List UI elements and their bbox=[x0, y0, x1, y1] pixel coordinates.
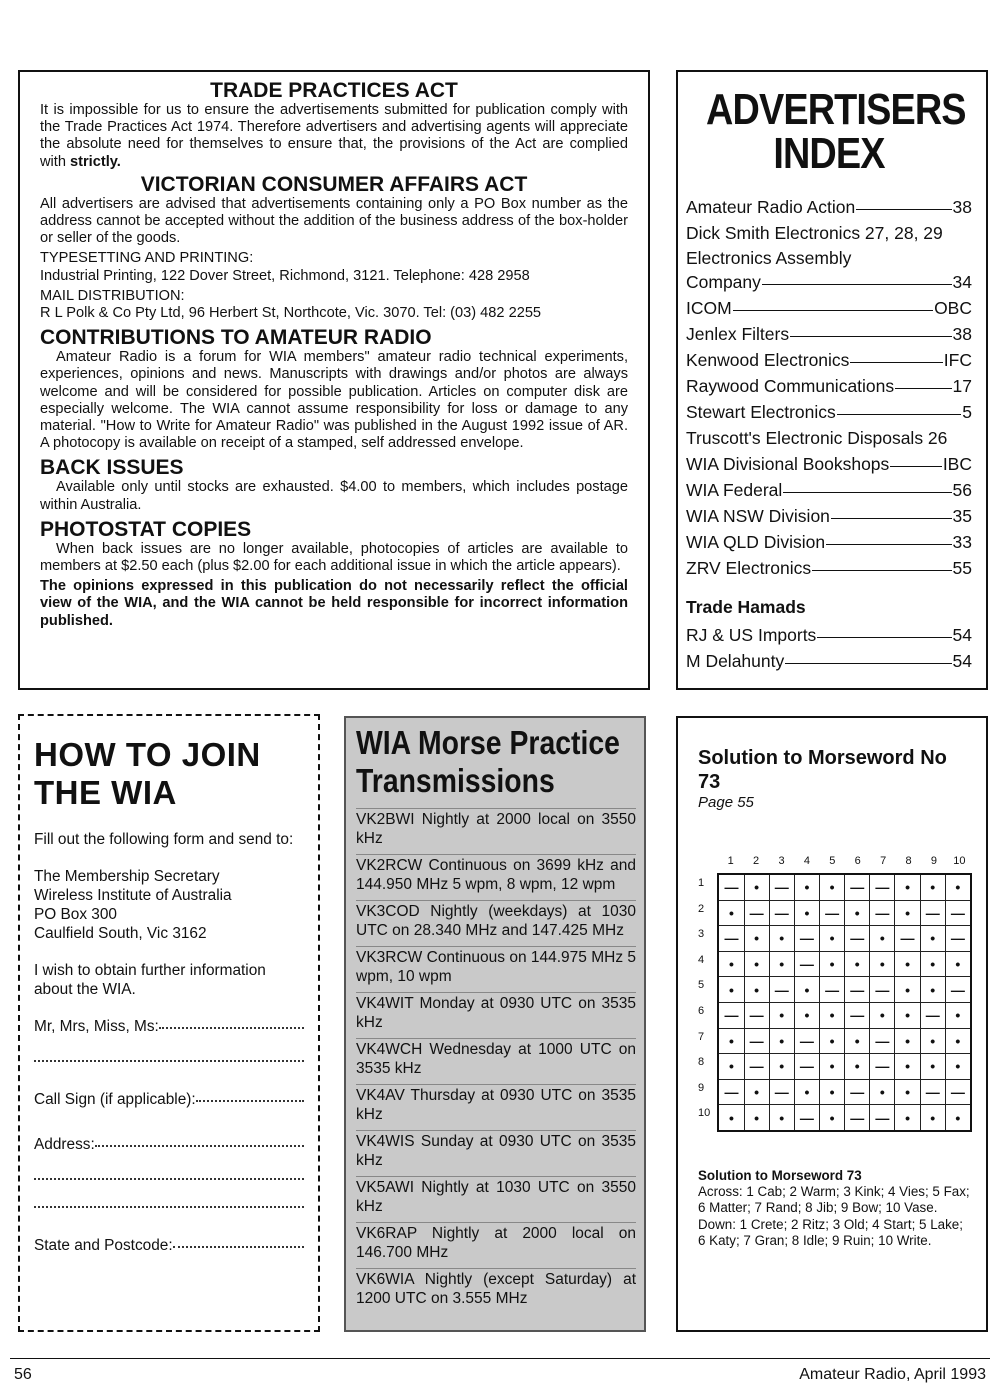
advertiser-page: 33 bbox=[952, 532, 972, 552]
state-postcode-line[interactable] bbox=[173, 1246, 304, 1248]
grid-cell: — bbox=[945, 1079, 971, 1105]
grid-row-numbers bbox=[698, 873, 717, 1132]
advertiser-entry bbox=[686, 347, 972, 373]
grid-cell: — bbox=[744, 1028, 769, 1054]
grid-cell: — bbox=[794, 1054, 819, 1080]
grid-column-number: 6 bbox=[854, 855, 861, 867]
blank-line[interactable] bbox=[34, 1206, 304, 1208]
membership-address bbox=[34, 867, 304, 943]
grid-cell: • bbox=[845, 1028, 870, 1054]
leader-line bbox=[826, 544, 951, 545]
join-intro: Fill out the following form and send to: bbox=[34, 831, 294, 848]
advertiser-entry bbox=[686, 477, 972, 503]
grid-cell: • bbox=[819, 926, 844, 952]
blank-line[interactable] bbox=[34, 1178, 304, 1180]
advertiser-name: Stewart Electronics bbox=[686, 402, 836, 422]
grid-cell: • bbox=[870, 951, 895, 977]
morse-station-entry: VK2RCW Continuous on 3699 kHz and 144.950 MHz 5 wpm, 8 wpm, 12 wpm bbox=[356, 854, 636, 900]
contributions-heading: CONTRIBUTIONS TO AMATEUR RADIO bbox=[40, 326, 432, 350]
advertisers-index-box bbox=[676, 70, 988, 690]
address-line-blank[interactable] bbox=[95, 1145, 304, 1147]
leader-line bbox=[850, 362, 942, 363]
grid-cell: • bbox=[920, 1028, 945, 1054]
morse-practice-title: WIA Morse Practice Transmissions bbox=[356, 724, 620, 799]
grid-cell: — bbox=[845, 1002, 870, 1028]
advertiser-entry bbox=[686, 399, 972, 425]
grid-row bbox=[718, 874, 971, 900]
grid-cell: • bbox=[819, 1054, 844, 1080]
grid-cell: • bbox=[895, 874, 920, 900]
grid-cell: • bbox=[769, 1002, 794, 1028]
advertiser-entry bbox=[686, 529, 972, 555]
advertiser-entry bbox=[686, 648, 972, 674]
state-postcode-field[interactable] bbox=[34, 1236, 304, 1255]
answers-heading: Solution to Morseword 73 bbox=[698, 1167, 862, 1183]
grid-cell: • bbox=[794, 1079, 819, 1105]
consumer-affairs-text: All advertisers are advised that advertisements containing only a PO Box number as the address cannot be accepted without the addition of the business address of the box-holder or seller of the goods. bbox=[40, 195, 628, 247]
grid-cell: • bbox=[744, 926, 769, 952]
morse-station-entry: VK5AWI Nightly at 1030 UTC on 3550 kHz bbox=[356, 1176, 636, 1222]
grid-cell: • bbox=[819, 1079, 844, 1105]
call-sign-line[interactable] bbox=[196, 1100, 304, 1102]
grid-cell: — bbox=[819, 977, 844, 1003]
grid-row bbox=[718, 900, 971, 926]
grid-cell: • bbox=[945, 874, 971, 900]
grid-column-number: 1 bbox=[727, 855, 734, 867]
answers-down: Down: 1 Crete; 2 Ritz; 3 Old; 4 Start; 5 Lake; 6 Katy; 7 Gran; 8 Idle; 9 Ruin; 10 Write. bbox=[698, 1216, 963, 1248]
grid-cell: • bbox=[744, 977, 769, 1003]
grid-column-numbers bbox=[718, 855, 972, 873]
photostat-heading: PHOTOSTAT COPIES bbox=[40, 517, 252, 541]
morse-station-entry: VK6RAP Nightly at 2000 local on 146.700 MHz bbox=[356, 1222, 636, 1268]
address-line: The Membership Secretary bbox=[34, 868, 220, 885]
grid-cell: — bbox=[870, 1054, 895, 1080]
name-continuation-field[interactable] bbox=[34, 1062, 304, 1064]
morse-practice-list bbox=[356, 808, 636, 1314]
advertiser-page: 56 bbox=[952, 480, 972, 500]
grid-cell: • bbox=[895, 951, 920, 977]
grid-cell: — bbox=[845, 926, 870, 952]
grid-cell: • bbox=[895, 900, 920, 926]
leader-line bbox=[831, 518, 952, 519]
morseword-answers bbox=[698, 1168, 972, 1249]
advertiser-entry bbox=[686, 321, 972, 347]
grid-row-number: 9 bbox=[698, 1081, 705, 1094]
grid-cell: • bbox=[718, 977, 744, 1003]
advertiser-name: ZRV Electronics bbox=[686, 558, 812, 578]
grid-cell: — bbox=[845, 1079, 870, 1105]
morseword-grid bbox=[717, 873, 972, 1132]
advertiser-entry bbox=[686, 555, 972, 581]
trade-practices-body: It is impossible for us to ensure the advertisements submitted for publication comply with the Trade Practices Act 1974. Therefore advertisers and advertising agents will appreciate the absolute need for themselves to ensure that, the provisions of the Act are complied with bbox=[40, 102, 628, 170]
typesetting-label: TYPESETTING AND PRINTING: bbox=[40, 250, 254, 267]
grid-cell: • bbox=[945, 1054, 971, 1080]
advertiser-page: IFC bbox=[943, 350, 972, 370]
grid-cell: • bbox=[718, 1054, 744, 1080]
address-line: Caulfield South, Vic 3162 bbox=[34, 925, 207, 942]
morse-practice-box bbox=[344, 716, 646, 1332]
grid-cell: • bbox=[920, 977, 945, 1003]
notices-box bbox=[18, 70, 650, 690]
address-continuation-field[interactable] bbox=[34, 1208, 304, 1210]
morse-station-entry: VK4AV Thursday at 0930 UTC on 3535 kHz bbox=[356, 1084, 636, 1130]
advertiser-entry bbox=[686, 269, 972, 295]
grid-column-number: 9 bbox=[930, 855, 938, 867]
advertiser-page: 38 bbox=[952, 197, 972, 217]
morse-station-entry: VK3COD Nightly (weekdays) at 1030 UTC on 28.340 MHz and 147.425 MHz bbox=[356, 900, 636, 946]
grid-cell: • bbox=[920, 1105, 945, 1131]
grid-cell: — bbox=[819, 900, 844, 926]
advertiser-entry bbox=[686, 503, 972, 529]
grid-row bbox=[718, 977, 971, 1003]
grid-cell: • bbox=[744, 951, 769, 977]
grid-cell: • bbox=[920, 1054, 945, 1080]
advertisers-list bbox=[686, 194, 972, 581]
join-info: I wish to obtain further information about the WIA. bbox=[34, 962, 266, 998]
grid-cell: • bbox=[769, 926, 794, 952]
advertiser-entry bbox=[686, 451, 972, 477]
grid-column-number: 8 bbox=[905, 855, 912, 867]
advertiser-name: Kenwood Electronics bbox=[686, 350, 850, 370]
morse-station-entry: VK2BWI Nightly at 2000 local on 3550 kHz bbox=[356, 808, 636, 854]
grid-row-number: 4 bbox=[698, 953, 705, 966]
grid-row bbox=[718, 1079, 971, 1105]
grid-cell: • bbox=[769, 1028, 794, 1054]
grid-cell: • bbox=[845, 951, 870, 977]
grid-cell: — bbox=[945, 900, 971, 926]
grid-cell: • bbox=[845, 1054, 870, 1080]
grid-cell: — bbox=[920, 900, 945, 926]
advertiser-page: 54 bbox=[952, 651, 972, 671]
advertiser-entry bbox=[686, 248, 972, 269]
grid-cell: • bbox=[718, 1028, 744, 1054]
grid-cell: • bbox=[794, 874, 819, 900]
grid-cell: — bbox=[744, 900, 769, 926]
page-number: 56 bbox=[14, 1366, 32, 1383]
grid-row bbox=[718, 926, 971, 952]
grid-cell: • bbox=[794, 1002, 819, 1028]
morse-station-entry: VK6WIA Nightly (except Saturday) at 1200 UTC on 3.555 MHz bbox=[356, 1268, 636, 1314]
state-postcode-label: State and Postcode: bbox=[34, 1237, 173, 1254]
consumer-affairs-heading: VICTORIAN CONSUMER AFFAIRS ACT bbox=[140, 172, 528, 196]
morse-station-entry: VK3RCW Continuous on 144.975 MHz 5 wpm, 10 wpm bbox=[356, 946, 636, 992]
morse-station-entry: VK4WCH Wednesday at 1000 UTC on 3535 kHz bbox=[356, 1038, 636, 1084]
grid-cell: • bbox=[920, 926, 945, 952]
advertiser-entry bbox=[686, 425, 972, 451]
grid-row bbox=[718, 951, 971, 977]
name-field-label: Mr, Mrs, Miss, Ms: bbox=[34, 1018, 159, 1035]
grid-column-number: 2 bbox=[753, 855, 760, 867]
grid-cell: • bbox=[769, 951, 794, 977]
grid-column-number: 4 bbox=[803, 855, 810, 867]
how-to-join-title: HOW TO JOIN THE WIA bbox=[34, 736, 261, 811]
call-sign-field[interactable] bbox=[34, 1090, 304, 1109]
advertiser-name: Raywood Communications bbox=[686, 376, 895, 396]
leader-line bbox=[790, 336, 951, 337]
typesetting-text: Industrial Printing, 122 Dover Street, Richmond, 3121. Telephone: 428 2958 bbox=[40, 267, 530, 284]
grid-row bbox=[718, 1002, 971, 1028]
grid-cell: • bbox=[920, 951, 945, 977]
advertiser-name: Truscott's Electronic Disposals 26 bbox=[686, 428, 948, 448]
grid-row bbox=[718, 1028, 971, 1054]
grid-cell: • bbox=[945, 1105, 971, 1131]
grid-cell: • bbox=[819, 874, 844, 900]
morseword-page-ref: Page 55 bbox=[698, 794, 754, 811]
advertiser-name: WIA Divisional Bookshops bbox=[686, 454, 890, 474]
grid-row-number: 1 bbox=[698, 877, 705, 889]
grid-cell: • bbox=[744, 874, 769, 900]
advertiser-page: OBC bbox=[934, 298, 972, 318]
advertiser-name: ICOM bbox=[686, 298, 732, 318]
trade-hamads-heading: Trade Hamads bbox=[686, 597, 806, 617]
hamads-list bbox=[686, 622, 972, 674]
grid-cell: — bbox=[794, 1028, 819, 1054]
advertiser-name: Amateur Radio Action bbox=[686, 197, 856, 217]
grid-cell: — bbox=[769, 1079, 794, 1105]
morseword-solution-title: Solution to Morseword No 73 bbox=[698, 747, 947, 793]
morse-station-entry: VK4WIS Sunday at 0930 UTC on 3535 kHz bbox=[356, 1130, 636, 1176]
advertiser-page: 17 bbox=[952, 376, 972, 396]
mail-text: R L Polk & Co Pty Ltd, 96 Herbert St, Northcote, Vic. 3070. Tel: (03) 482 2255 bbox=[40, 305, 542, 322]
advertiser-entry bbox=[686, 373, 972, 399]
disclaimer-text: The opinions expressed in this publication do not necessarily reflect the official view of the WIA, and the WIA cannot be held responsible for incorrect information published. bbox=[40, 578, 628, 629]
grid-cell: — bbox=[895, 926, 920, 952]
advertiser-name: Electronics Assembly bbox=[686, 248, 852, 268]
grid-cell: • bbox=[769, 1105, 794, 1131]
morse-station-entry: VK4WIT Monday at 0930 UTC on 3535 kHz bbox=[356, 992, 636, 1038]
grid-row-number: 5 bbox=[698, 979, 705, 992]
grid-cell: — bbox=[920, 1079, 945, 1105]
call-sign-label: Call Sign (if applicable): bbox=[34, 1091, 196, 1108]
advertiser-name: Dick Smith Electronics 27, 28, 29 bbox=[686, 223, 943, 243]
grid-cell: — bbox=[794, 951, 819, 977]
grid-cell: — bbox=[744, 1002, 769, 1028]
grid-cell: — bbox=[718, 1079, 744, 1105]
address-line: PO Box 300 bbox=[34, 906, 117, 923]
grid-cell: • bbox=[895, 977, 920, 1003]
leader-line bbox=[762, 284, 952, 285]
advertiser-name: Company bbox=[686, 272, 761, 292]
grid-row-number: 10 bbox=[698, 1107, 711, 1120]
advertiser-name: RJ & US Imports bbox=[686, 625, 817, 645]
grid-cell: — bbox=[870, 874, 895, 900]
grid-cell: • bbox=[819, 1002, 844, 1028]
grid-row-number: 8 bbox=[698, 1056, 705, 1069]
morseword-grid-area bbox=[698, 855, 972, 1132]
grid-cell: • bbox=[895, 1105, 920, 1131]
morseword-solution-box bbox=[676, 716, 988, 1332]
leader-line bbox=[785, 663, 951, 664]
address-field[interactable] bbox=[34, 1135, 304, 1154]
grid-column-number: 7 bbox=[880, 855, 887, 867]
grid-cell: • bbox=[870, 1079, 895, 1105]
leader-line bbox=[895, 388, 951, 389]
grid-cell: • bbox=[794, 900, 819, 926]
answers-across: Across: 1 Cab; 2 Warm; 3 Kink; 4 Vies; 5 Fax; 6 Matter; 7 Rand; 8 Jib; 9 Bow; 10 Vase. bbox=[698, 1184, 970, 1216]
grid-column-number: 5 bbox=[829, 855, 836, 867]
advertiser-name: WIA Federal bbox=[686, 480, 783, 500]
advertiser-page: IBC bbox=[942, 454, 972, 474]
grid-cell: • bbox=[945, 1028, 971, 1054]
grid-cell: • bbox=[945, 951, 971, 977]
grid-cell: • bbox=[744, 1079, 769, 1105]
advertiser-name: M Delahunty bbox=[686, 651, 785, 671]
grid-cell: — bbox=[718, 926, 744, 952]
leader-line bbox=[733, 310, 933, 311]
grid-cell: • bbox=[794, 977, 819, 1003]
grid-cell: • bbox=[718, 951, 744, 977]
grid-cell: • bbox=[819, 951, 844, 977]
grid-cell: • bbox=[895, 1028, 920, 1054]
grid-body bbox=[698, 873, 972, 1132]
grid-cell: — bbox=[945, 977, 971, 1003]
grid-cell: — bbox=[769, 874, 794, 900]
grid-row-number: 7 bbox=[698, 1030, 705, 1043]
leader-line bbox=[890, 466, 942, 467]
grid-cell: — bbox=[744, 1054, 769, 1080]
advertiser-name: Jenlex Filters bbox=[686, 324, 790, 344]
grid-cell: • bbox=[819, 1105, 844, 1131]
advertiser-page: 5 bbox=[962, 402, 972, 422]
advertiser-page: 38 bbox=[952, 324, 972, 344]
grid-cell: • bbox=[718, 900, 744, 926]
grid-cell: • bbox=[895, 1054, 920, 1080]
mail-label: MAIL DISTRIBUTION: bbox=[40, 287, 185, 304]
grid-cell: — bbox=[945, 926, 971, 952]
grid-cell: • bbox=[945, 1002, 971, 1028]
advertiser-entry bbox=[686, 194, 972, 220]
grid-column-number: 3 bbox=[778, 855, 785, 867]
grid-cell: — bbox=[794, 926, 819, 952]
grid-cell: • bbox=[718, 1105, 744, 1131]
grid-cell: • bbox=[744, 1105, 769, 1131]
grid-row-number: 3 bbox=[698, 928, 705, 941]
advertiser-page: 35 bbox=[952, 506, 972, 526]
grid-cell: — bbox=[718, 874, 744, 900]
grid-cell: • bbox=[870, 926, 895, 952]
grid-cell: • bbox=[895, 1079, 920, 1105]
advertiser-entry bbox=[686, 220, 972, 246]
grid-cell: — bbox=[769, 977, 794, 1003]
grid-cell: — bbox=[845, 874, 870, 900]
grid-cell: • bbox=[870, 1002, 895, 1028]
grid-row bbox=[718, 1105, 971, 1131]
grid-cell: — bbox=[870, 1028, 895, 1054]
back-issues-heading: BACK ISSUES bbox=[40, 456, 184, 480]
grid-cell: — bbox=[718, 1002, 744, 1028]
grid-cell: • bbox=[895, 1002, 920, 1028]
advertiser-page: 55 bbox=[952, 558, 972, 578]
grid-cell: • bbox=[819, 1028, 844, 1054]
address-label: Address: bbox=[34, 1136, 95, 1153]
name-field-line[interactable] bbox=[159, 1027, 304, 1029]
advertiser-page: 54 bbox=[952, 625, 972, 645]
grid-cell: — bbox=[845, 1105, 870, 1131]
grid-cell: — bbox=[870, 977, 895, 1003]
grid-cell: • bbox=[845, 900, 870, 926]
footer-rule bbox=[10, 1358, 990, 1359]
grid-cell: • bbox=[920, 874, 945, 900]
grid-cell: — bbox=[870, 900, 895, 926]
grid-cell: — bbox=[794, 1105, 819, 1131]
grid-cell: — bbox=[845, 977, 870, 1003]
leader-line bbox=[783, 492, 951, 493]
advertiser-name: WIA QLD Division bbox=[686, 532, 826, 552]
how-to-join-box bbox=[18, 714, 320, 1332]
grid-cell: — bbox=[769, 900, 794, 926]
grid-row-number: 6 bbox=[698, 1004, 705, 1017]
advertiser-page: 34 bbox=[952, 272, 972, 292]
advertiser-name: WIA NSW Division bbox=[686, 506, 830, 526]
address-continuation-field[interactable] bbox=[34, 1180, 304, 1182]
trade-practices-heading: TRADE PRACTICES ACT bbox=[210, 79, 458, 102]
back-issues-text: Available only until stocks are exhausted. $4.00 to members, which includes postage within Australia. bbox=[40, 479, 628, 513]
grid-row-number: 2 bbox=[698, 902, 705, 915]
trade-practices-strictly: strictly. bbox=[70, 153, 121, 170]
magazine-issue: Amateur Radio, April 1993 bbox=[799, 1366, 986, 1383]
leader-line bbox=[837, 414, 961, 415]
grid-cell: — bbox=[920, 1002, 945, 1028]
leader-line bbox=[856, 209, 951, 210]
advertiser-entry bbox=[686, 622, 972, 648]
grid-column-number: 10 bbox=[953, 855, 966, 867]
photostat-text: When back issues are no longer available, photocopies of articles are available to members at $2.50 each (plus $2.00 for each additional issue in which the article appears). bbox=[40, 540, 628, 575]
grid-cell: • bbox=[769, 1054, 794, 1080]
contributions-text: Amateur Radio is a forum for WIA members" amateur radio technical experiments, experiences, opinions and news. Manuscripts with drawings and/or photos are always welcome and will be considered for possible publication. Articles on computer disk are especially welcome. The WIA cannot assume responsibility for loss or damage to any material. "How to Write for Amateur Radio" was published in the August 1992 issue of AR. A photocopy is available on receipt of a stamped, self addressed envelope. bbox=[40, 349, 628, 452]
leader-line bbox=[817, 637, 951, 638]
grid-row bbox=[718, 1054, 971, 1080]
leader-line bbox=[812, 570, 951, 571]
trade-practices-text bbox=[40, 102, 628, 171]
advertiser-entry bbox=[686, 295, 972, 321]
address-line: Wireless Institute of Australia bbox=[34, 887, 232, 904]
blank-line[interactable] bbox=[34, 1060, 304, 1062]
name-field[interactable] bbox=[34, 1017, 304, 1036]
grid-cell: — bbox=[870, 1105, 895, 1131]
advertisers-index-title: ADVERTISERS INDEX bbox=[706, 85, 966, 178]
